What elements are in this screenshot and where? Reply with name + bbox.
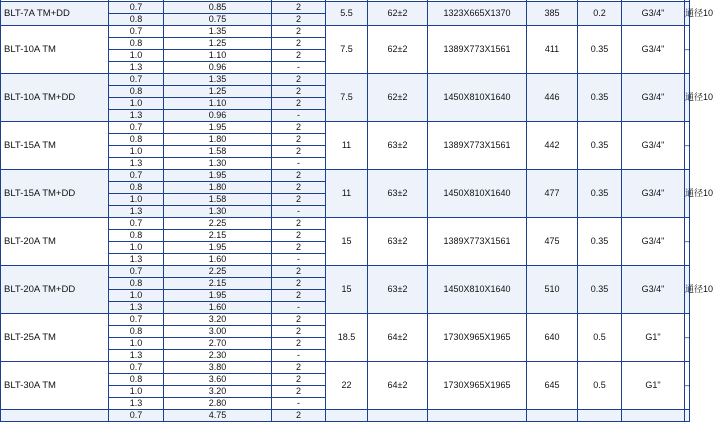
flow-cell: 0.96: [164, 62, 272, 74]
power-cell: 15: [326, 266, 368, 314]
pressure-option-cell: 0.8: [109, 14, 164, 26]
pressure-option-cell: 0.7: [109, 410, 164, 422]
flow-cell: 3.00: [164, 326, 272, 338]
model-cell: [1, 410, 109, 422]
outlet-cell: G3/4": [622, 266, 685, 314]
pressure-option-cell: 1.3: [109, 398, 164, 410]
flow-cell: 1.30: [164, 158, 272, 170]
model-cell: BLT-15A TM: [1, 122, 109, 170]
pressure-option-cell: 1.0: [109, 338, 164, 350]
noise-cell: 64±2: [368, 362, 428, 410]
stage-cell: -: [272, 206, 326, 218]
table-row: [1, 74, 690, 86]
stage-cell: 2: [272, 2, 326, 14]
flow-cell: 2.15: [164, 278, 272, 290]
dimensions-cell: 1389X773X1561: [428, 218, 527, 266]
flow-cell: 1.25: [164, 86, 272, 98]
noise-cell: [368, 410, 428, 422]
note-cell: 通径10: [685, 2, 690, 26]
weight-cell: 411: [527, 26, 578, 74]
pressure-option-cell: 0.7: [109, 74, 164, 86]
stage-cell: 2: [272, 218, 326, 230]
note-cell: 通径10: [685, 266, 690, 314]
power-cell: 7.5: [326, 74, 368, 122]
note-cell: –: [685, 314, 690, 362]
pressure-option-cell: 1.0: [109, 290, 164, 302]
flow-cell: 0.75: [164, 14, 272, 26]
model-cell: BLT-25A TM: [1, 314, 109, 362]
weight-cell: 385: [527, 2, 578, 26]
flow-cell: 1.95: [164, 290, 272, 302]
dimensions-cell: 1450X810X1640: [428, 170, 527, 218]
note-cell: –: [685, 362, 690, 410]
note-cell: –: [685, 26, 690, 74]
stage-cell: 2: [272, 326, 326, 338]
dimensions-cell: 1450X810X1640: [428, 74, 527, 122]
power-cell: 11: [326, 170, 368, 218]
weight-cell: 477: [527, 170, 578, 218]
stage-cell: 2: [272, 242, 326, 254]
pressure-option-cell: 0.8: [109, 278, 164, 290]
outlet-cell: G3/4": [622, 2, 685, 26]
pressure-cell: 0.35: [578, 170, 622, 218]
pressure-option-cell: 1.0: [109, 386, 164, 398]
table-row: [1, 26, 690, 38]
outlet-cell: G3/4": [622, 122, 685, 170]
pressure-option-cell: 1.3: [109, 206, 164, 218]
stage-cell: 2: [272, 362, 326, 374]
outlet-cell: G3/4": [622, 218, 685, 266]
stage-cell: 2: [272, 230, 326, 242]
dimensions-cell: 1323X665X1370: [428, 2, 527, 26]
dimensions-cell: 1730X965X1965: [428, 362, 527, 410]
pressure-option-cell: 1.0: [109, 50, 164, 62]
pressure-cell: 0.35: [578, 122, 622, 170]
spec-table-body: [1, 0, 713, 422]
pressure-option-cell: 0.7: [109, 314, 164, 326]
noise-cell: 62±2: [368, 2, 428, 26]
weight-cell: 442: [527, 122, 578, 170]
stage-cell: 2: [272, 194, 326, 206]
pressure-cell: 0.35: [578, 26, 622, 74]
table-row: [1, 2, 690, 14]
flow-cell: 2.25: [164, 266, 272, 278]
flow-cell: 3.60: [164, 374, 272, 386]
outlet-cell: G1": [622, 314, 685, 362]
flow-cell: 1.35: [164, 74, 272, 86]
model-cell: BLT-10A TM: [1, 26, 109, 74]
pressure-cell: 0.35: [578, 218, 622, 266]
pressure-cell: [578, 410, 622, 422]
table-row: [1, 218, 690, 230]
flow-cell: 3.80: [164, 362, 272, 374]
flow-cell: 1.30: [164, 206, 272, 218]
pressure-cell: 0.35: [578, 266, 622, 314]
power-cell: 18.5: [326, 314, 368, 362]
stage-cell: -: [272, 350, 326, 362]
weight-cell: 645: [527, 362, 578, 410]
noise-cell: 62±2: [368, 26, 428, 74]
flow-cell: 2.70: [164, 338, 272, 350]
weight-cell: 640: [527, 314, 578, 362]
pressure-option-cell: 0.7: [109, 2, 164, 14]
flow-cell: 2.30: [164, 350, 272, 362]
flow-cell: 1.10: [164, 50, 272, 62]
flow-cell: 4.75: [164, 410, 272, 422]
outlet-cell: G1": [622, 362, 685, 410]
weight-cell: 510: [527, 266, 578, 314]
model-cell: BLT-20A TM: [1, 218, 109, 266]
stage-cell: -: [272, 158, 326, 170]
flow-cell: 2.80: [164, 398, 272, 410]
power-cell: 15: [326, 218, 368, 266]
flow-cell: 1.80: [164, 134, 272, 146]
noise-cell: 63±2: [368, 266, 428, 314]
pressure-cell: 0.35: [578, 74, 622, 122]
pressure-option-cell: 0.7: [109, 218, 164, 230]
outlet-cell: [622, 410, 685, 422]
flow-cell: 2.25: [164, 218, 272, 230]
table-row: [1, 122, 690, 134]
pressure-option-cell: 0.7: [109, 170, 164, 182]
dimensions-cell: 1450X810X1640: [428, 266, 527, 314]
weight-cell: 475: [527, 218, 578, 266]
stage-cell: 2: [272, 38, 326, 50]
flow-cell: 1.95: [164, 170, 272, 182]
stage-cell: 2: [272, 338, 326, 350]
note-cell: –: [685, 218, 690, 266]
stage-cell: 2: [272, 50, 326, 62]
stage-cell: 2: [272, 26, 326, 38]
model-cell: BLT-15A TM+DD: [1, 170, 109, 218]
noise-cell: 62±2: [368, 74, 428, 122]
pressure-option-cell: 1.3: [109, 110, 164, 122]
stage-cell: 2: [272, 134, 326, 146]
flow-cell: 1.60: [164, 302, 272, 314]
pressure-cell: 0.5: [578, 362, 622, 410]
pressure-option-cell: 0.8: [109, 134, 164, 146]
power-cell: 7.5: [326, 26, 368, 74]
stage-cell: 2: [272, 98, 326, 110]
flow-cell: 1.60: [164, 254, 272, 266]
pressure-option-cell: 1.3: [109, 350, 164, 362]
flow-cell: 1.58: [164, 146, 272, 158]
pressure-option-cell: 0.7: [109, 362, 164, 374]
flow-cell: 3.20: [164, 386, 272, 398]
power-cell: 11: [326, 122, 368, 170]
model-cell: BLT-30A TM: [1, 362, 109, 410]
noise-cell: 64±2: [368, 314, 428, 362]
noise-cell: 63±2: [368, 218, 428, 266]
weight-cell: 446: [527, 74, 578, 122]
note-cell: –: [685, 122, 690, 170]
model-cell: BLT-7A TM+DD: [1, 2, 109, 26]
stage-cell: 2: [272, 170, 326, 182]
outlet-cell: G3/4": [622, 26, 685, 74]
stage-cell: 2: [272, 74, 326, 86]
stage-cell: -: [272, 110, 326, 122]
pressure-option-cell: 0.8: [109, 326, 164, 338]
power-cell: [326, 410, 368, 422]
stage-cell: 2: [272, 86, 326, 98]
flow-cell: 1.58: [164, 194, 272, 206]
flow-cell: 0.85: [164, 2, 272, 14]
outlet-cell: G3/4": [622, 74, 685, 122]
flow-cell: 1.10: [164, 98, 272, 110]
flow-cell: 3.20: [164, 314, 272, 326]
pressure-cell: 0.2: [578, 2, 622, 26]
pressure-option-cell: 1.3: [109, 254, 164, 266]
flow-cell: 1.80: [164, 182, 272, 194]
pressure-option-cell: 0.8: [109, 86, 164, 98]
stage-cell: 2: [272, 14, 326, 26]
dimensions-cell: [428, 410, 527, 422]
flow-cell: 1.95: [164, 242, 272, 254]
weight-cell: [527, 410, 578, 422]
stage-cell: -: [272, 398, 326, 410]
flow-cell: 1.25: [164, 38, 272, 50]
noise-cell: 63±2: [368, 170, 428, 218]
pressure-option-cell: 1.3: [109, 302, 164, 314]
stage-cell: 2: [272, 278, 326, 290]
stage-cell: 2: [272, 386, 326, 398]
stage-cell: 2: [272, 182, 326, 194]
outlet-cell: G3/4": [622, 170, 685, 218]
pressure-option-cell: 0.7: [109, 266, 164, 278]
pressure-cell: 0.5: [578, 314, 622, 362]
model-cell: BLT-20A TM+DD: [1, 266, 109, 314]
flow-cell: 1.35: [164, 26, 272, 38]
stage-cell: 2: [272, 266, 326, 278]
dimensions-cell: 1389X773X1561: [428, 122, 527, 170]
stage-cell: 2: [272, 374, 326, 386]
pressure-option-cell: 0.8: [109, 374, 164, 386]
note-cell: 通径10: [685, 170, 690, 218]
stage-cell: -: [272, 62, 326, 74]
stage-cell: 2: [272, 146, 326, 158]
stage-cell: 2: [272, 410, 326, 422]
power-cell: 5.5: [326, 2, 368, 26]
pressure-option-cell: 1.0: [109, 146, 164, 158]
pressure-option-cell: 1.0: [109, 98, 164, 110]
dimensions-cell: 1730X965X1965: [428, 314, 527, 362]
pressure-option-cell: 1.3: [109, 158, 164, 170]
flow-cell: 2.15: [164, 230, 272, 242]
pressure-option-cell: 1.0: [109, 194, 164, 206]
note-cell: [685, 410, 690, 422]
pressure-option-cell: 0.8: [109, 38, 164, 50]
table-row: [1, 266, 690, 278]
pressure-option-cell: 0.7: [109, 122, 164, 134]
note-cell: 通径10: [685, 74, 690, 122]
stage-cell: 2: [272, 122, 326, 134]
flow-cell: 0.96: [164, 110, 272, 122]
model-cell: BLT-10A TM+DD: [1, 74, 109, 122]
stage-cell: -: [272, 254, 326, 266]
dimensions-cell: 1389X773X1561: [428, 26, 527, 74]
stage-cell: 2: [272, 314, 326, 326]
table-row: [1, 362, 690, 374]
table-row: [1, 170, 690, 182]
table-row: [1, 314, 690, 326]
stage-cell: 2: [272, 290, 326, 302]
pressure-option-cell: 1.0: [109, 242, 164, 254]
table-row: [1, 410, 690, 422]
power-cell: 22: [326, 362, 368, 410]
pressure-option-cell: 0.8: [109, 230, 164, 242]
noise-cell: 63±2: [368, 122, 428, 170]
stage-cell: -: [272, 302, 326, 314]
pressure-option-cell: 0.8: [109, 182, 164, 194]
flow-cell: 1.95: [164, 122, 272, 134]
pressure-option-cell: 0.7: [109, 26, 164, 38]
pressure-option-cell: 1.3: [109, 62, 164, 74]
